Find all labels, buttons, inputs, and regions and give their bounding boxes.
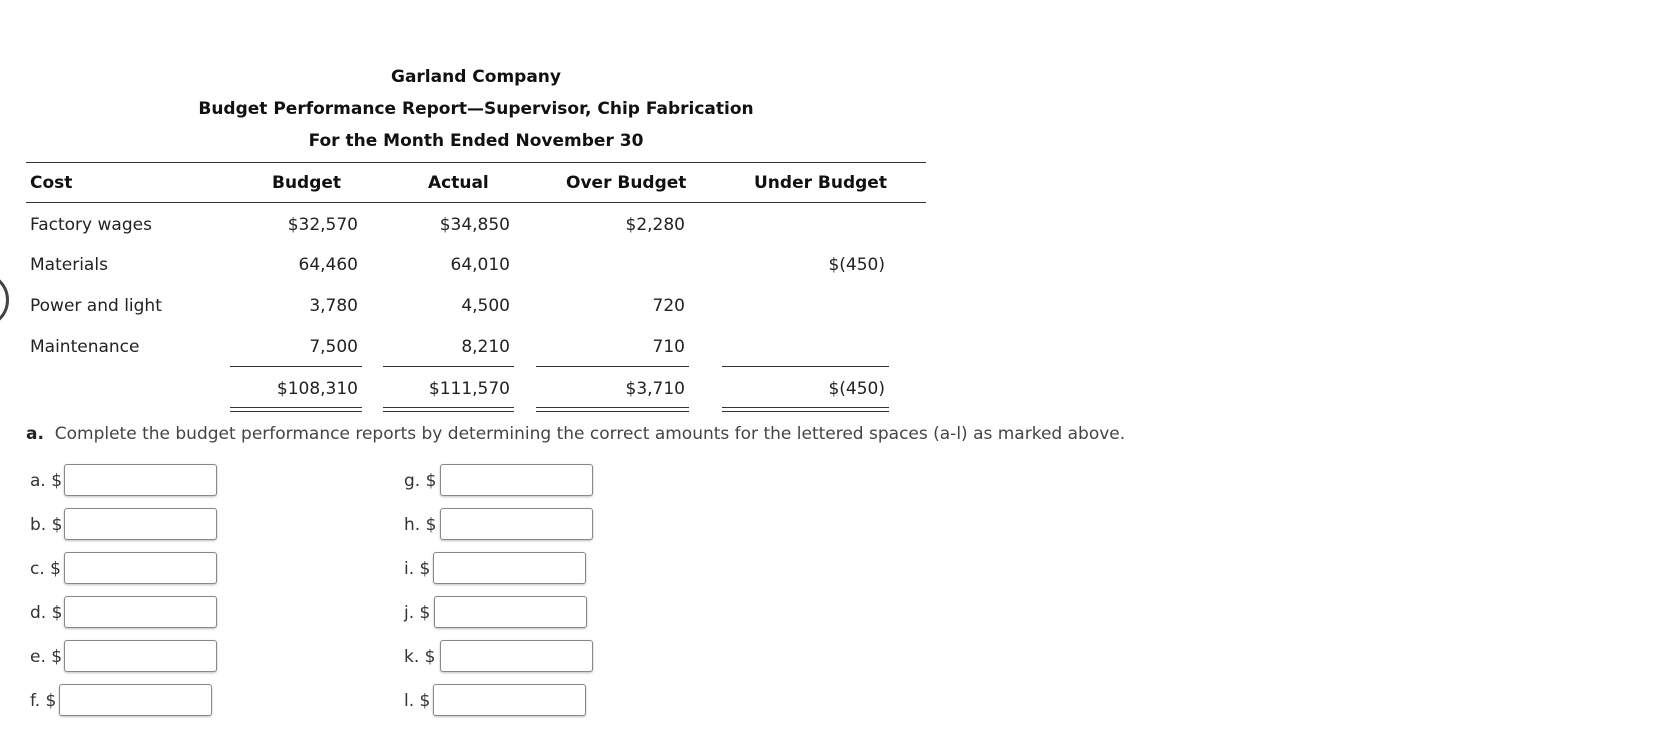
double-rule-budget (230, 407, 362, 412)
answer-label-j: j. $ (404, 603, 431, 623)
total-budget: $108,310 (276, 379, 358, 399)
answer-input-g[interactable] (440, 464, 593, 496)
row-cost-label: Power and light (30, 296, 162, 316)
answer-label-a: a. $ (30, 471, 63, 491)
total-under-budget: $(450) (828, 379, 885, 399)
row-budget-value: 7,500 (309, 337, 358, 357)
answer-input-b[interactable] (64, 508, 217, 540)
row-cost-label: Maintenance (30, 337, 140, 357)
answer-label-f: f. $ (30, 691, 57, 711)
subtotal-rule-under (722, 366, 889, 367)
col-header-under-budget: Under Budget (754, 173, 887, 193)
row-over-budget-value: 720 (652, 296, 685, 316)
instruction-prefix: a. (26, 424, 44, 444)
row-budget-value: $32,570 (287, 215, 358, 235)
row-actual-value: $34,850 (439, 215, 510, 235)
answer-label-g: g. $ (404, 471, 437, 491)
answer-input-l[interactable] (433, 684, 586, 716)
table-top-rule (26, 162, 926, 163)
subtotal-rule-budget (230, 366, 362, 367)
double-rule-actual (383, 407, 514, 412)
row-budget-value: 3,780 (309, 296, 358, 316)
report-title: Budget Performance Report—Supervisor, Chip Fabrication (198, 99, 754, 119)
answer-label-l: l. $ (404, 691, 431, 711)
total-over-budget: $3,710 (625, 379, 685, 399)
answer-label-i: i. $ (404, 559, 431, 579)
answer-label-k: k. $ (404, 647, 436, 667)
subtotal-rule-actual (383, 366, 514, 367)
row-cost-label: Factory wages (30, 215, 152, 235)
header-bottom-rule (26, 202, 926, 203)
answer-label-b: b. $ (30, 515, 63, 535)
partial-circle-marker (0, 272, 9, 328)
instruction-text (26, 424, 1125, 444)
answer-input-a[interactable] (64, 464, 217, 496)
answer-input-j[interactable] (434, 596, 587, 628)
row-actual-value: 64,010 (450, 255, 510, 275)
report-period: For the Month Ended November 30 (308, 131, 644, 151)
row-under-budget-value: $(450) (828, 255, 885, 275)
answer-label-e: e. $ (30, 647, 63, 667)
answer-input-c[interactable] (64, 552, 217, 584)
col-header-actual: Actual (428, 173, 489, 193)
col-header-over-budget: Over Budget (566, 173, 687, 193)
instruction-body: Complete the budget performance reports by determining the correct amounts for the lettered spaces (a-l) as marked above. (54, 424, 1126, 444)
answer-input-k[interactable] (440, 640, 593, 672)
row-cost-label: Materials (30, 255, 108, 275)
row-budget-value: 64,460 (298, 255, 358, 275)
row-actual-value: 8,210 (461, 337, 510, 357)
row-over-budget-value: 710 (652, 337, 685, 357)
double-rule-over (536, 407, 689, 412)
answer-input-i[interactable] (433, 552, 586, 584)
subtotal-rule-over (536, 366, 689, 367)
double-rule-under (722, 407, 889, 412)
row-over-budget-value: $2,280 (625, 215, 685, 235)
answer-input-e[interactable] (64, 640, 217, 672)
answer-input-f[interactable] (59, 684, 212, 716)
row-actual-value: 4,500 (461, 296, 510, 316)
answer-label-d: d. $ (30, 603, 63, 623)
answer-label-c: c. $ (30, 559, 61, 579)
col-header-budget: Budget (272, 173, 342, 193)
answer-input-h[interactable] (440, 508, 593, 540)
total-actual: $111,570 (428, 379, 510, 399)
answer-input-d[interactable] (64, 596, 217, 628)
company-name: Garland Company (391, 67, 561, 87)
answer-label-h: h. $ (404, 515, 437, 535)
col-header-cost: Cost (30, 173, 73, 193)
